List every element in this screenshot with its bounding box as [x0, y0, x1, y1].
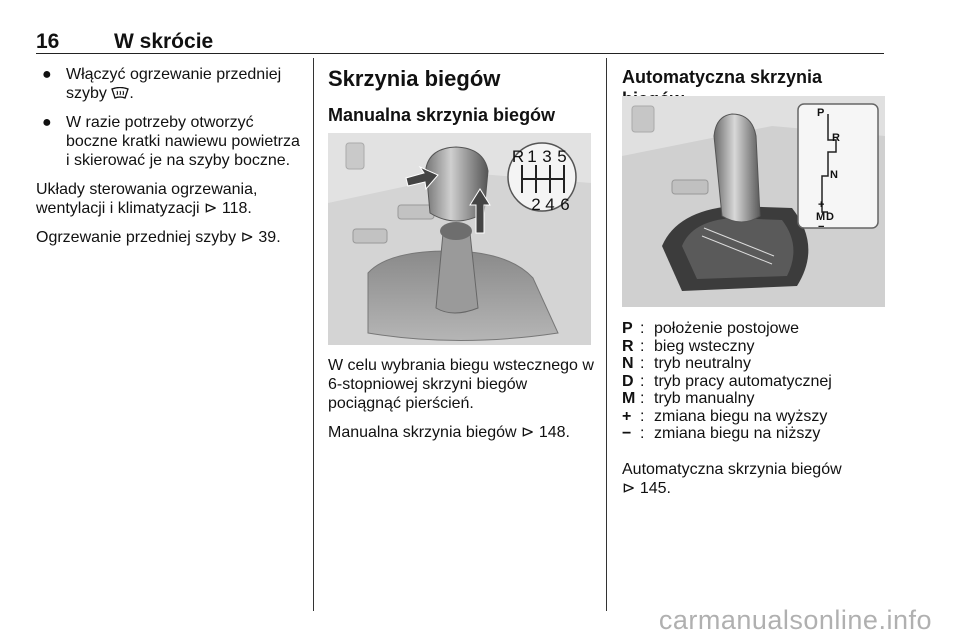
gate-label-m: M: [816, 211, 826, 223]
shift-label-1: 1: [527, 147, 537, 166]
legend-key: −: [622, 425, 632, 442]
column-divider-right: [606, 58, 607, 611]
bullet-item: [36, 113, 302, 170]
bullet-text: W razie potrzeby otworzyć boczne kratki nawiewu powietrza i skierować je na szyby boczne.: [66, 114, 300, 169]
legend-key: R: [622, 337, 634, 355]
gear-legend: [622, 320, 884, 443]
legend-text: tryb pracy automatycznej: [654, 372, 832, 390]
legend-key: D: [622, 372, 634, 390]
header-rule: [36, 53, 884, 54]
automatic-gear-selector-illustration: [622, 96, 885, 307]
shift-label-6: 6: [560, 195, 570, 214]
shift-label-3: 3: [542, 147, 552, 166]
manual-gear-lever-illustration: [328, 133, 591, 345]
legend-row: [622, 373, 884, 391]
legend-separator: :: [640, 355, 645, 372]
watermark: carmanualsonline.info: [658, 605, 932, 635]
shift-label-4: 4: [545, 195, 555, 214]
shift-label-5: 5: [557, 147, 567, 166]
legend-text: położenie postojowe: [654, 320, 799, 337]
legend-row: [622, 320, 884, 338]
column-middle-text: [328, 356, 600, 452]
legend-text: zmiana biegu na niższy: [654, 425, 821, 442]
windshield-heater-icon: [111, 87, 129, 99]
legend-row: [622, 355, 884, 373]
legend-key: P: [622, 320, 633, 337]
automatic-gear-selector-image: [622, 96, 885, 307]
reference-arrow-icon: ⊳: [521, 424, 535, 441]
reference-arrow-icon: ⊳: [622, 480, 636, 497]
paragraph-automatic-ref: [622, 460, 884, 498]
legend-text: bieg wsteczny: [654, 337, 755, 355]
gate-label-d: D: [826, 211, 834, 223]
paragraph-text: Układy sterowania ogrzewania, wentylacji i klimatyzacji: [36, 181, 258, 217]
page-header: [36, 30, 884, 52]
paragraph-reverse: W celu wybrania biegu wstecznego w 6-stopniowej skrzyni biegów pociągnąć pierścień.: [328, 357, 594, 412]
bullet-end: .: [129, 85, 134, 102]
bullet-text: Włączyć ogrzewanie przedniej szyby: [66, 66, 282, 102]
gate-label-p: P: [817, 107, 825, 119]
page-reference-link[interactable]: 39.: [258, 229, 281, 246]
section-title: W skrócie: [114, 30, 214, 53]
subsection-heading: Manualna skrzynia biegów: [328, 105, 556, 125]
legend-text: tryb manualny: [654, 390, 755, 407]
bullet-item: [36, 65, 302, 103]
column-divider-left: [313, 58, 314, 611]
paragraph-text: Automatyczna skrzynia biegów: [622, 461, 842, 478]
shift-label-2: 2: [531, 195, 541, 214]
legend-separator: :: [640, 320, 645, 337]
gate-label-n: N: [830, 169, 838, 181]
section-heading: Skrzynia biegów: [328, 66, 501, 91]
legend-row: [622, 390, 884, 408]
legend-row: [622, 408, 884, 426]
shift-label-r: R: [511, 147, 525, 166]
legend-text: tryb neutralny: [654, 355, 751, 372]
legend-separator: :: [640, 372, 645, 390]
bullet-dot: ●: [42, 66, 52, 83]
legend-row: [622, 338, 884, 356]
paragraph-windshield: [36, 228, 302, 247]
reference-arrow-icon: ⊳: [240, 229, 254, 246]
column-right-text: [622, 460, 884, 508]
page-reference-link[interactable]: 118.: [221, 200, 252, 217]
column-left: [36, 65, 302, 257]
page-reference-link[interactable]: 148.: [538, 424, 570, 441]
legend-key: +: [622, 407, 632, 425]
legend-key: M: [622, 390, 636, 407]
subsection-heading: Automatyczna skrzynia: [622, 67, 823, 87]
page-number: 16: [36, 30, 60, 53]
legend-separator: :: [640, 425, 645, 442]
gate-label-r: R: [832, 132, 840, 144]
paragraph-manual-ref: [328, 423, 600, 442]
legend-row: [622, 425, 884, 443]
reference-arrow-icon: ⊳: [204, 200, 218, 217]
manual-gear-lever-image: [328, 133, 591, 345]
legend-separator: :: [640, 390, 645, 407]
gate-label-minus: −: [818, 221, 825, 233]
paragraph-hvac: [36, 180, 302, 218]
legend-text: zmiana biegu na wyższy: [654, 407, 828, 425]
bullet-dot: ●: [42, 114, 52, 131]
gate-label-plus: +: [818, 199, 825, 211]
paragraph-text: Ogrzewanie przedniej szyby: [36, 229, 237, 246]
legend-separator: :: [640, 337, 645, 355]
legend-separator: :: [640, 407, 645, 425]
page-reference-link[interactable]: 145.: [639, 480, 671, 497]
legend-key: N: [622, 355, 634, 372]
paragraph-text: Manualna skrzynia biegów: [328, 424, 517, 441]
column-middle: [328, 66, 598, 126]
